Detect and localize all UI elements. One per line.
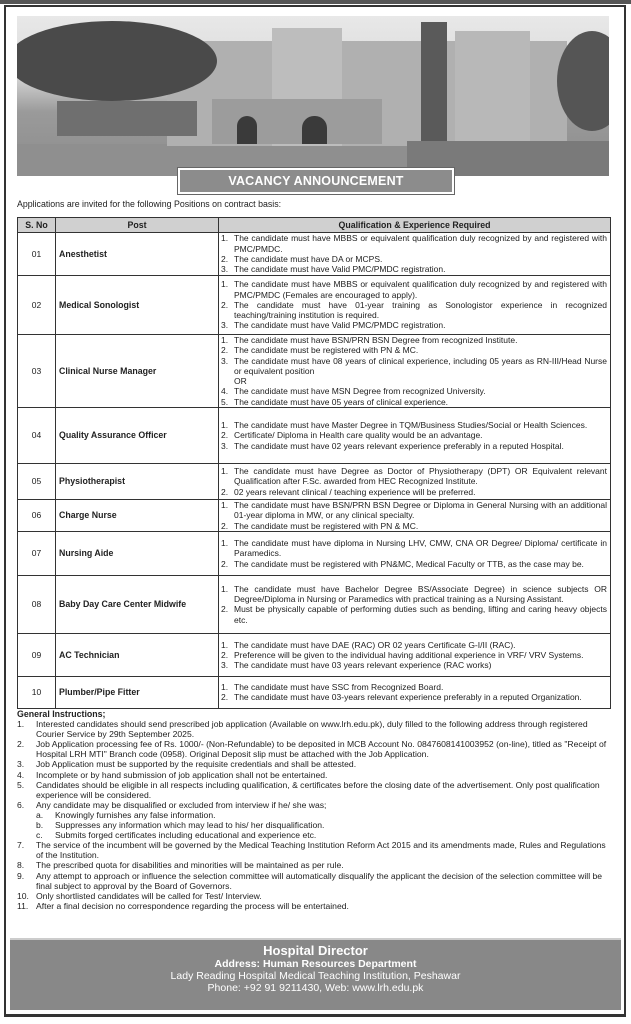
instruction-item: [17, 770, 611, 780]
qualification-item: [221, 376, 607, 386]
subitem-text: Suppresses any information which may lead to his/ her disqualification.: [55, 820, 325, 831]
instruction-number: 3.: [17, 759, 25, 770]
instruction-text: Only shortlisted candidates will be called for Test/ Interview.: [36, 890, 262, 901]
post-name: Plumber/Pipe Fitter: [56, 676, 219, 708]
item-number: 3.: [221, 440, 229, 451]
instruction-number: 1.: [17, 719, 25, 730]
bottom-rule: [4, 1014, 626, 1017]
serial-number: 10: [18, 676, 56, 708]
subitem-text: Submits forged certificates including educational and experience etc.: [55, 830, 317, 841]
col-qualification: Qualification & Experience Required: [219, 218, 611, 233]
col-post: Post: [56, 218, 219, 233]
subitem-letter: b.: [36, 820, 44, 831]
instruction-text: After a final decision no correspondence regarding the process will be entertained.: [36, 900, 349, 911]
subitem-letter: c.: [36, 830, 43, 841]
subitem-text: Knowingly furnishes any false information.: [55, 809, 216, 820]
qualification-item: [221, 356, 607, 377]
instruction-text: Any candidate may be disqualified or excluded from interview if he/ she was;: [36, 799, 327, 810]
instruction-number: 11.: [17, 900, 29, 911]
item-number: 1.: [221, 500, 229, 511]
qualification-cell: [219, 676, 611, 708]
item-number: 1.: [221, 233, 229, 244]
item-text: OR: [234, 376, 247, 387]
item-number: 1.: [221, 466, 229, 477]
qualification-cell: [219, 500, 611, 532]
post-name: AC Technician: [56, 633, 219, 676]
item-text: The candidate must be registered with PN&MC, Medical Faculty or TTB, as the case may be.: [234, 558, 584, 569]
item-text: The candidate must have 05 years of clinical experience.: [234, 396, 449, 407]
table-row: [18, 233, 611, 276]
instruction-number: 2.: [17, 739, 25, 750]
intro-text: Applications are invited for the following Positions on contract basis:: [17, 199, 282, 209]
item-text: The candidate must have 02 years relevant experience preferably in a reputed Hospital.: [234, 440, 564, 451]
instruction-item: [17, 759, 611, 769]
item-number: 1.: [221, 583, 229, 594]
item-text: The candidate must have Valid PMC/PMDC registration.: [234, 264, 446, 275]
qualification-item: [221, 692, 607, 702]
post-name: Physiotherapist: [56, 464, 219, 500]
qualification-cell: [219, 633, 611, 676]
item-number: 2.: [221, 649, 229, 660]
banner-text: VACANCY ANNOUNCEMENT: [180, 170, 452, 192]
instruction-text: Job Application processing fee of Rs. 1000/- (Non-Refundable) to be deposited in MCB Account No. 0847608141003952 (on-line), titled as "Receipt of Hospital LRH MTI" Branch code (0958). Original Deposit slip must be attached with the Job Application.: [36, 739, 607, 760]
item-text: The candidate must have SSC from Recognized Board.: [234, 682, 444, 693]
post-name: Anesthetist: [56, 233, 219, 276]
item-number: 1.: [221, 639, 229, 650]
instruction-number: 7.: [17, 840, 25, 851]
instruction-number: 6.: [17, 799, 25, 810]
qualification-cell: [219, 464, 611, 500]
item-number: 4.: [221, 386, 229, 397]
qualification-item: [221, 264, 607, 274]
post-name: Baby Day Care Center Midwife: [56, 575, 219, 633]
item-number: 2.: [221, 345, 229, 356]
footer-contact: Phone: +92 91 9211430, Web: www.lrh.edu.pk: [207, 982, 424, 994]
table-row: [18, 276, 611, 335]
col-sno: S. No: [18, 218, 56, 233]
subitem-letter: a.: [36, 809, 44, 820]
instruction-item: [17, 800, 611, 810]
item-number: 1.: [221, 682, 229, 693]
item-number: 2.: [221, 299, 229, 310]
footer-address: Address: Human Resources Department: [214, 958, 417, 970]
item-number: 5.: [221, 396, 229, 407]
qualification-item: [221, 320, 607, 330]
vacancy-announcement-banner: [177, 167, 455, 195]
item-text: The candidate must have 03-years relevant experience preferably in a reputed Organization.: [234, 692, 582, 703]
instruction-item: [17, 860, 611, 870]
instruction-number: 8.: [17, 860, 25, 871]
instruction-item: [17, 891, 611, 901]
instruction-text: Job Application must be supported by the requisite credentials and shall be attested.: [36, 759, 357, 770]
qualification-item: [221, 420, 607, 430]
item-text: 02 years relevant clinical / teaching experience will be preferred.: [234, 486, 476, 497]
item-text: The candidate must have DA or MCPS.: [234, 254, 383, 264]
top-rule: [0, 0, 631, 4]
instruction-number: 5.: [17, 779, 25, 790]
item-text: The candidate must have DAE (RAC) OR 02 years Certificate G-I/II (RAC).: [234, 639, 516, 650]
instruction-text: Interested candidates should send prescribed job application (Available on www.lrh.edu.pk), duly filled to the following address through registered Courier Service by 29th September 2025.: [36, 719, 588, 740]
post-name: Quality Assurance Officer: [56, 408, 219, 464]
serial-number: 08: [18, 575, 56, 633]
qualification-cell: [219, 531, 611, 575]
qualification-item: [221, 254, 607, 264]
item-number: 3.: [221, 355, 229, 366]
instruction-item: [17, 840, 611, 860]
qualification-item: [221, 538, 607, 559]
hospital-building-photo: [17, 16, 609, 176]
instruction-number: 9.: [17, 870, 25, 881]
instruction-text: The prescribed quota for disabilities and minorities will be maintained as per rule.: [36, 860, 344, 871]
contact-footer: [10, 938, 621, 1010]
instructions-title: General Instructions;: [17, 709, 106, 719]
qualification-item: [221, 279, 607, 300]
table-row: [18, 531, 611, 575]
qualification-item: [221, 584, 607, 605]
item-text: The candidate must have 08 years of clinical experience, including 05 years as RN-III/Head Nurse or equivalent position: [234, 355, 607, 376]
item-text: The candidate must have BSN/PRN BSN Degree or Diploma in General Nursing with an additional 01-year diploma in MW, or any clinical specialty.: [234, 500, 607, 521]
instruction-text: Candidates should be eligible in all respects including qualification, & certificates before the closing date of the advertisement. Only post qualification experience will be considered.: [36, 779, 600, 800]
post-name: Nursing Aide: [56, 531, 219, 575]
item-number: 2.: [221, 692, 229, 703]
footer-title: Hospital Director: [263, 943, 368, 958]
item-text: The candidate must have 03 years relevant experience (RAC works): [234, 660, 492, 671]
item-text: The candidate must have Bachelor Degree BS/Associate Degree) in science subjects OR Degree/Diploma in Nursing or Paramedics with practical training as a Nursing Assistant.: [234, 583, 607, 605]
item-number: 1.: [221, 279, 229, 290]
qualification-item: [221, 660, 607, 670]
item-text: The candidate must have 01-year training as Sonologistor experience in recognized teaching/training institution is required.: [234, 299, 607, 321]
qualification-item: [221, 559, 607, 569]
item-text: Preference will be given to the individual having additional experience in VRF/ VRV Systems.: [234, 649, 584, 660]
item-text: The candidate must be registered with PN & MC.: [234, 345, 419, 356]
item-number: 3.: [221, 660, 229, 671]
qualification-item: [221, 430, 607, 440]
qualification-item: [221, 650, 607, 660]
qualification-item: [221, 487, 607, 497]
qualification-item: [221, 521, 607, 531]
qualification-cell: [219, 335, 611, 408]
instruction-text: Any attempt to approach or influence the selection committee will automatically disqualify the applicant the decision of the selection committee will be final subject to approval by the Board of Governors.: [36, 870, 603, 891]
table-row: [18, 464, 611, 500]
qualification-cell: [219, 233, 611, 276]
item-text: The candidate must have MSN Degree from recognized University.: [234, 386, 486, 397]
instruction-text: The service of the incumbent will be governed by the Medical Teaching Institution Reform Act 2015 and its amendments made, Rules and Regulations of the Institution.: [36, 840, 606, 861]
post-name: Clinical Nurse Manager: [56, 335, 219, 408]
item-number: 2.: [221, 604, 229, 615]
item-text: The candidate must have MBBS or equivalent qualification duly recognized by and registered with PMC/PMDC.: [234, 233, 607, 254]
table-row: [18, 575, 611, 633]
positions-table: [17, 217, 611, 709]
qualification-item: [221, 682, 607, 692]
item-number: 2.: [221, 558, 229, 569]
item-number: 3.: [221, 264, 229, 275]
item-number: 2.: [221, 254, 229, 264]
qualification-item: [221, 466, 607, 487]
item-text: The candidate must have BSN/PRN BSN Degree from recognized Institute.: [234, 335, 518, 345]
item-text: The candidate must be registered with PN & MC.: [234, 520, 419, 531]
item-number: 2.: [221, 430, 229, 441]
qualification-item: [221, 441, 607, 451]
instruction-subitem: [17, 830, 611, 840]
item-text: Certificate/ Diploma in Health care quality would be an advantage.: [234, 430, 483, 441]
instruction-subitem: [17, 810, 611, 820]
instruction-text: Incomplete or by hand submission of job application shall not be entertained.: [36, 769, 328, 780]
qualification-item: [221, 300, 607, 321]
qualification-item: [221, 386, 607, 396]
instruction-item: [17, 739, 611, 759]
serial-number: 01: [18, 233, 56, 276]
post-name: Medical Sonologist: [56, 276, 219, 335]
qualification-cell: [219, 408, 611, 464]
qualification-cell: [219, 575, 611, 633]
item-number: 1.: [221, 420, 229, 431]
qualification-item: [221, 345, 607, 355]
item-number: 3.: [221, 320, 229, 331]
footer-institution: Lady Reading Hospital Medical Teaching Institution, Peshawar: [170, 970, 461, 982]
serial-number: 04: [18, 408, 56, 464]
item-text: Must be physically capable of performing duties such as bending, lifting and caring heavy objects etc.: [234, 604, 607, 625]
serial-number: 05: [18, 464, 56, 500]
qualification-item: [221, 500, 607, 521]
instruction-item: [17, 719, 611, 739]
qualification-item: [221, 233, 607, 254]
item-number: 2.: [221, 486, 229, 497]
instruction-item: [17, 780, 611, 800]
qualification-item: [221, 397, 607, 407]
table-row: [18, 408, 611, 464]
qualification-item: [221, 335, 607, 345]
item-number: 1.: [221, 335, 229, 345]
qualification-cell: [219, 276, 611, 335]
serial-number: 09: [18, 633, 56, 676]
post-name: Charge Nurse: [56, 500, 219, 532]
item-text: The candidate must have Master Degree in TQM/Business Studies/Social or Health Sciences.: [234, 420, 588, 431]
table-row: [18, 676, 611, 708]
item-number: [221, 376, 234, 386]
item-text: The candidate must have Degree as Doctor of Physiotherapy (DPT) OR Equivalent relevant Qualification after F.Sc. awarded from HEC Recognized Institute.: [234, 466, 607, 487]
instruction-subitem: [17, 820, 611, 830]
serial-number: 07: [18, 531, 56, 575]
qualification-item: [221, 640, 607, 650]
table-row: [18, 633, 611, 676]
instruction-item: [17, 901, 611, 911]
table-row: [18, 335, 611, 408]
item-number: 1.: [221, 538, 229, 549]
general-instructions: [17, 709, 611, 911]
item-text: The candidate must have Valid PMC/PMDC registration.: [234, 320, 446, 331]
table-row: [18, 500, 611, 532]
instruction-number: 4.: [17, 769, 25, 780]
serial-number: 02: [18, 276, 56, 335]
table-header-row: [18, 218, 611, 233]
instruction-number: 10.: [17, 890, 29, 901]
serial-number: 03: [18, 335, 56, 408]
item-text: The candidate must have MBBS or equivalent qualification duly recognized by and registered with PMC/PMDC (Females are encouraged to apply).: [234, 279, 607, 300]
item-text: The candidate must have diploma in Nursing LHV, CMW, CNA OR Degree/ Diploma/ certificate in Paramedics.: [234, 538, 607, 559]
qualification-item: [221, 604, 607, 625]
instruction-item: [17, 871, 611, 891]
item-number: 2.: [221, 520, 229, 531]
serial-number: 06: [18, 500, 56, 532]
